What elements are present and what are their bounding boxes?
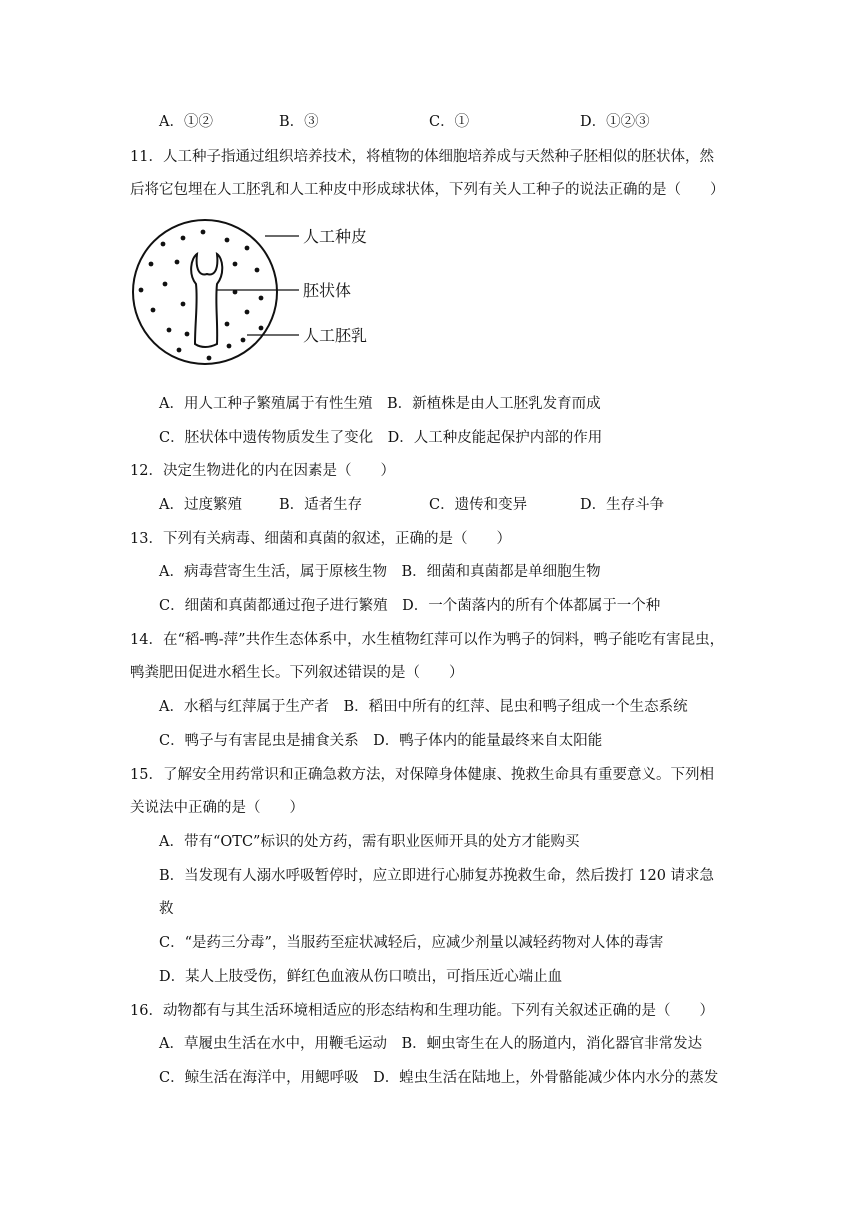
- embryoid-shape: [191, 254, 222, 347]
- q13-options-row2: C．细菌和真菌都通过孢子进行繁殖 D．一个菌落内的所有个体都属于一个种: [159, 598, 661, 614]
- q12-option-d: D．生存斗争: [580, 497, 665, 513]
- q16-options-row1: A．草履虫生活在水中，用鞭毛运动 B．蛔虫寄生在人的肠道内，消化器官非常发达: [159, 1036, 703, 1052]
- q16-stem: 16．动物都有与其生活环境相适应的形态结构和生理功能。下列有关叙述正确的是（ ）: [130, 1003, 714, 1019]
- q13-stem: 13．下列有关病毒、细菌和真菌的叙述，正确的是（ ）: [130, 531, 511, 547]
- q15-option-b-line1: B．当发现有人溺水呼吸暂停时，应立即进行心肺复苏挽救生命，然后拨打 120 请求急: [159, 868, 715, 884]
- q10-option-b: B．③: [279, 114, 319, 130]
- q14-options-row2: C．鸭子与有害昆虫是捕食关系 D．鸭子体内的能量最终来自太阳能: [159, 733, 603, 749]
- q10-option-a: A．①②: [159, 114, 213, 130]
- q15-option-b-line2: 救: [159, 901, 174, 917]
- q15-option-d: D．某人上肢受伤，鲜红色血液从伤口喷出，可指压近心端止血: [159, 969, 563, 985]
- artificial-seed-figure: [125, 212, 385, 372]
- label-artificial-seed-coat: 人工种皮: [303, 227, 368, 246]
- q11-options-row2: C．胚状体中遗传物质发生了变化 D．人工种皮能起保护内部的作用: [159, 430, 603, 446]
- q15-option-c: C．“是药三分毒”，当服药至症状减轻后，应减少剂量以减轻药物对人体的毒害: [159, 935, 664, 951]
- q12-option-b: B．适者生存: [279, 497, 363, 513]
- q14-stem-line1: 14．在“稻-鸭-萍”共作生态体系中，水生植物红萍可以作为鸭子的饲料，鸭子能吃有害昆虫，: [130, 632, 725, 648]
- endosperm-dots: [139, 230, 264, 361]
- q13-options-row1: A．病毒营寄生生活，属于原核生物 B．细菌和真菌都是单细胞生物: [159, 564, 601, 580]
- seed-outline: [133, 220, 277, 364]
- q11-stem-line1: 11．人工种子指通过组织培养技术，将植物的体细胞培养成与天然种子胚相似的胚状体，然: [130, 149, 714, 165]
- q12-option-c: C．遗传和变异: [429, 497, 528, 513]
- q14-options-row1: A．水稻与红萍属于生产者 B．稻田中所有的红萍、昆虫和鸭子组成一个生态系统: [159, 699, 688, 715]
- q11-stem-line2: 后将它包埋在人工胚乳和人工种皮中形成球状体，下列有关人工种子的说法正确的是（ ）: [130, 182, 725, 198]
- q12-stem: 12．决定生物进化的内在因素是（ ）: [130, 463, 395, 479]
- q14-stem-line2: 鸭粪肥田促进水稻生长。下列叙述错误的是（ ）: [130, 665, 464, 681]
- q11-options-row1: A．用人工种子繁殖属于有性生殖 B．新植株是由人工胚乳发育而成: [159, 396, 601, 412]
- q15-option-a: A．带有“OTC”标识的处方药，需有职业医师开具的处方才能购买: [159, 834, 580, 850]
- q10-option-d: D．①②③: [580, 114, 650, 130]
- label-embryoid: 胚状体: [303, 281, 352, 300]
- label-artificial-endosperm: 人工胚乳: [303, 326, 368, 345]
- q10-option-c: C．①: [429, 114, 470, 130]
- q16-options-row2: C．鲸生活在海洋中，用鳃呼吸 D．蝗虫生活在陆地上，外骨骼能减少体内水分的蒸发: [159, 1070, 719, 1086]
- q15-stem-line1: 15．了解安全用药常识和正确急救方法，对保障身体健康、挽救生命具有重要意义。下列相: [130, 767, 714, 783]
- q12-option-a: A．过度繁殖: [159, 497, 242, 513]
- q15-stem-line2: 关说法中正确的是（ ）: [130, 800, 304, 816]
